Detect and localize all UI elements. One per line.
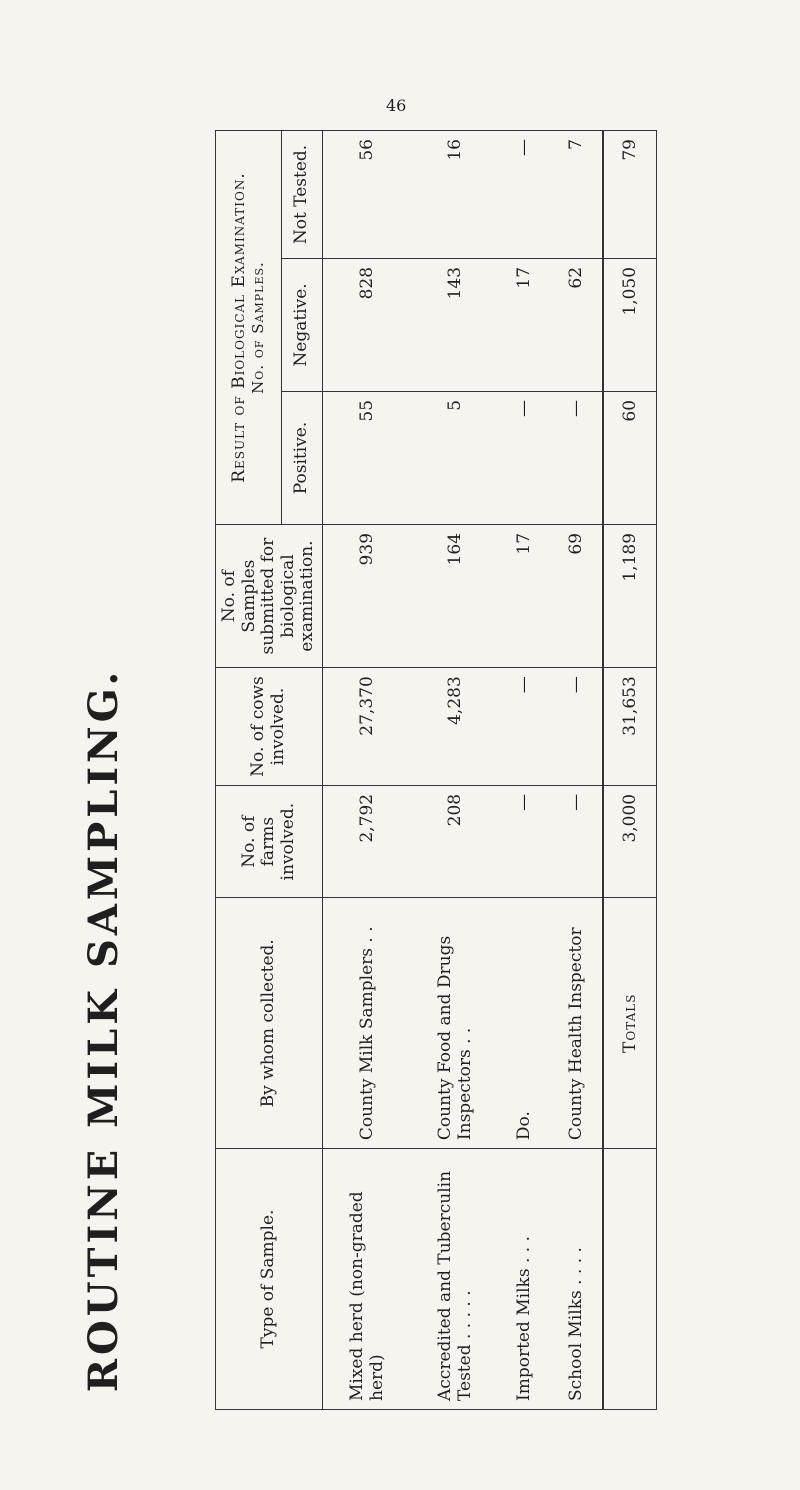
- cell-by-whom: County Food and Drugs Inspectors . .: [411, 898, 499, 1149]
- cell-samples: 164: [411, 524, 499, 667]
- cell-negative: 62: [550, 258, 603, 391]
- cell-farms: —: [499, 785, 550, 898]
- cell-samples: 69: [550, 524, 603, 667]
- cell-type: Imported Milks . . .: [499, 1149, 550, 1410]
- cell-by-whom: County Health Inspector: [550, 898, 603, 1149]
- cell-totals-cows: 31,653: [603, 668, 657, 786]
- cell-farms: 208: [411, 785, 499, 898]
- header-type-of-sample: Type of Sample.: [216, 1149, 323, 1410]
- header-result-title: Result of Biological Examination.: [228, 172, 249, 483]
- page-title: ROUTINE MILK SAMPLING.: [80, 667, 127, 1393]
- header-farms-involved: No. of farms involved.: [216, 785, 323, 898]
- cell-totals-not-tested: 79: [603, 131, 657, 259]
- cell-totals-negative: 1,050: [603, 258, 657, 391]
- cell-by-whom: County Milk Samplers . .: [322, 898, 411, 1149]
- cell-positive: 55: [322, 391, 411, 524]
- cell-type: School Milks . . . .: [550, 1149, 603, 1410]
- header-cows-involved: No. of cows involved.: [216, 668, 323, 786]
- cell-positive: —: [499, 391, 550, 524]
- cell-type: Mixed herd (non-graded herd): [322, 1149, 411, 1410]
- table-row: [499, 131, 550, 1410]
- page-number: 46: [386, 96, 407, 115]
- cell-totals-positive: 60: [603, 391, 657, 524]
- table-row: [322, 131, 411, 1410]
- cell-totals-type-empty: [603, 1149, 657, 1410]
- cell-samples: 17: [499, 524, 550, 667]
- cell-farms: —: [550, 785, 603, 898]
- cell-not-tested: —: [499, 131, 550, 259]
- milk-sampling-table: [215, 130, 657, 1410]
- table-row: [550, 131, 603, 1410]
- totals-row: [603, 131, 657, 1410]
- cell-negative: 828: [322, 258, 411, 391]
- cell-not-tested: 16: [411, 131, 499, 259]
- cell-cows: 27,370: [322, 668, 411, 786]
- cell-farms: 2,792: [322, 785, 411, 898]
- header-positive: Positive.: [281, 391, 322, 524]
- header-result-group: [216, 131, 282, 525]
- header-negative: Negative.: [281, 258, 322, 391]
- header-by-whom-collected: By whom collected.: [216, 898, 323, 1149]
- cell-cows: 4,283: [411, 668, 499, 786]
- cell-negative: 143: [411, 258, 499, 391]
- cell-totals-label: Totals: [603, 898, 657, 1149]
- cell-type: Accredited and Tuberculin Tested . . . . .: [411, 1149, 499, 1410]
- milk-sampling-table-container: [215, 130, 641, 1410]
- cell-samples: 939: [322, 524, 411, 667]
- header-not-tested: Not Tested.: [281, 131, 322, 259]
- header-result-subtitle: No. of Samples.: [248, 261, 267, 394]
- cell-totals-samples: 1,189: [603, 524, 657, 667]
- cell-totals-farms: 3,000: [603, 785, 657, 898]
- cell-by-whom: Do.: [499, 898, 550, 1149]
- cell-cows: —: [550, 668, 603, 786]
- cell-positive: 5: [411, 391, 499, 524]
- table-row: [411, 131, 499, 1410]
- cell-not-tested: 56: [322, 131, 411, 259]
- cell-positive: —: [550, 391, 603, 524]
- header-samples-submitted: No. of Samples submitted for biological examination.: [216, 524, 323, 667]
- cell-not-tested: 7: [550, 131, 603, 259]
- cell-cows: —: [499, 668, 550, 786]
- cell-negative: 17: [499, 258, 550, 391]
